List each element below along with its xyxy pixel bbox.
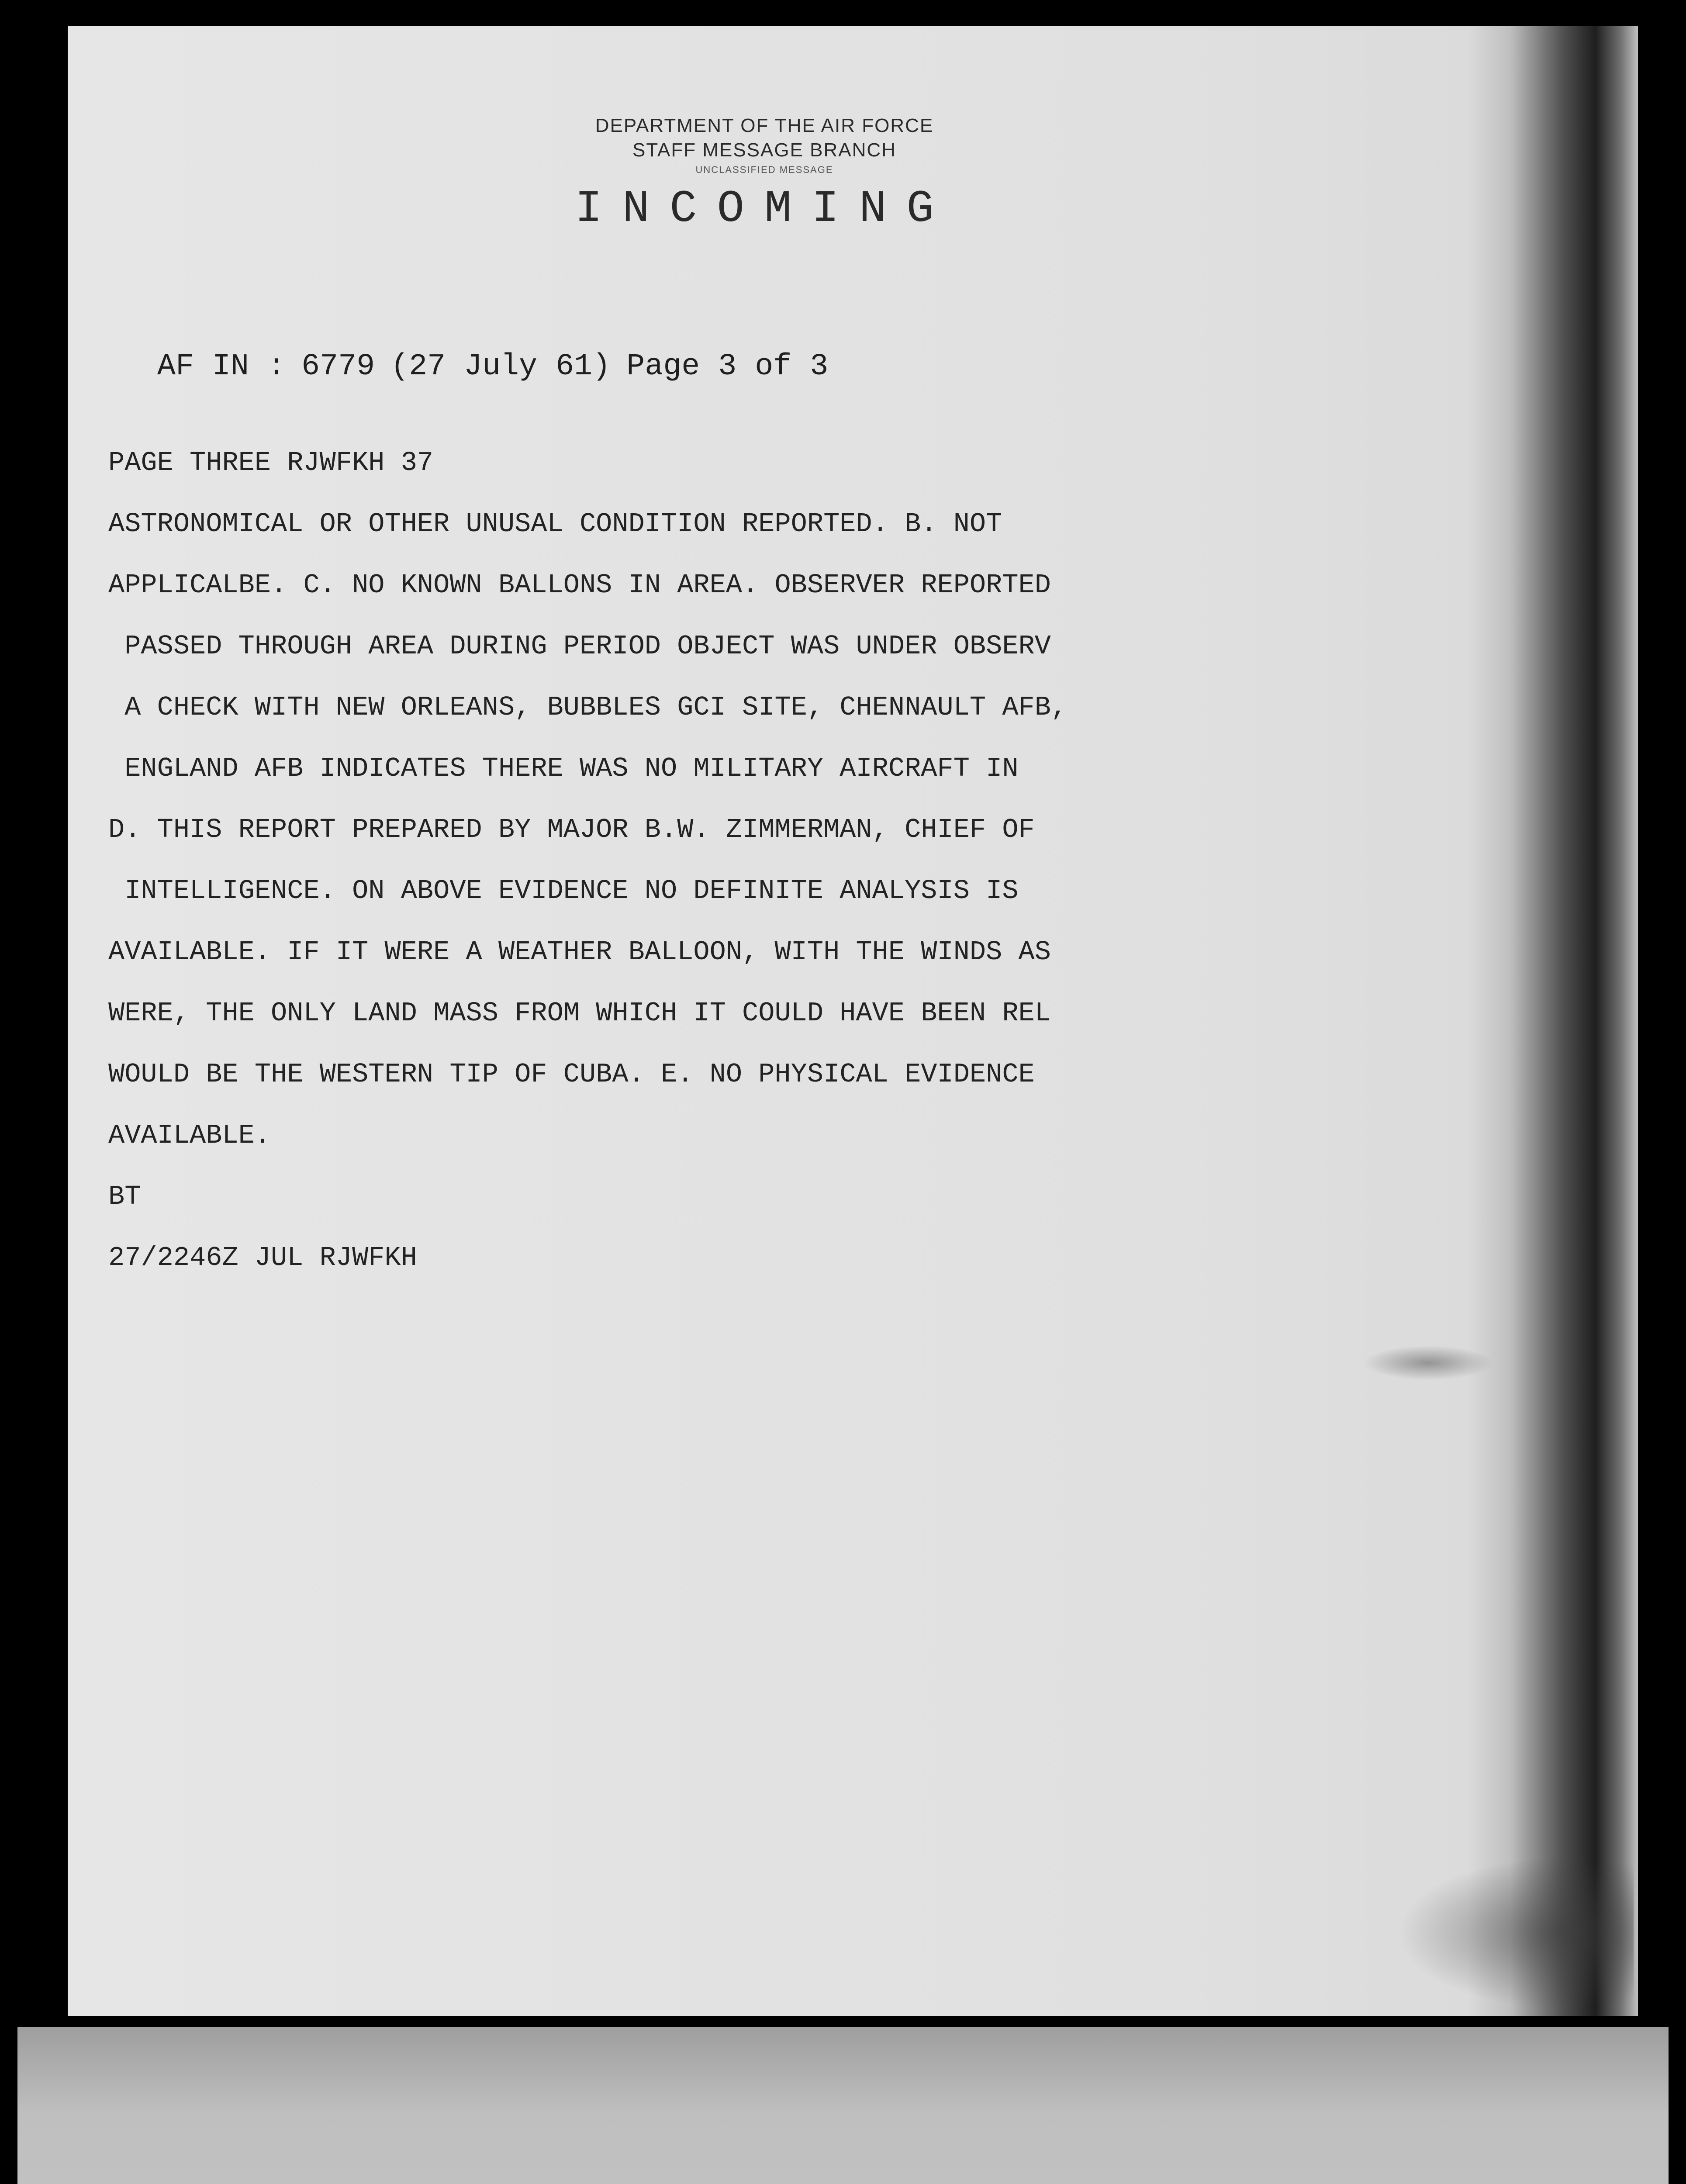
- department-name: DEPARTMENT OF THE AIR FORCE: [595, 115, 934, 136]
- body-line: WOULD BE THE WESTERN TIP OF CUBA. E. NO PHYSICAL EVIDENCE: [108, 1059, 1035, 1090]
- ref-date: (27 July 61): [390, 349, 611, 384]
- scan-smudge: [1363, 1345, 1494, 1380]
- branch-name: STAFF MESSAGE BRANCH: [632, 139, 896, 161]
- body-line: AVAILABLE.: [108, 1120, 271, 1151]
- classification-label: UNCLASSIFIED MESSAGE: [695, 164, 833, 175]
- body-line: A CHECK WITH NEW ORLEANS, BUBBLES GCI SITE, CHENNAULT AFB,: [108, 692, 1068, 723]
- ref-number: 6779: [301, 349, 375, 384]
- ref-page: Page 3 of 3: [626, 349, 829, 384]
- reference-line: [157, 349, 844, 384]
- body-line: AVAILABLE. IF IT WERE A WEATHER BALLOON, WITH THE WINDS AS: [108, 936, 1051, 968]
- message-header: [568, 114, 961, 238]
- body-line: INTELLIGENCE. ON ABOVE EVIDENCE NO DEFINITE ANALYSIS IS: [108, 875, 1019, 906]
- body-line: ASTRONOMICAL OR OTHER UNUSAL CONDITION REPORTED. B. NOT: [108, 508, 1002, 539]
- body-line: BT: [108, 1181, 141, 1212]
- body-line: ENGLAND AFB INDICATES THERE WAS NO MILITARY AIRCRAFT IN: [108, 753, 1019, 784]
- body-line: APPLICALBE. C. NO KNOWN BALLONS IN AREA. OBSERVER REPORTED: [108, 570, 1051, 601]
- ref-prefix: AF IN :: [157, 349, 286, 384]
- body-line: WERE, THE ONLY LAND MASS FROM WHICH IT COULD HAVE BEEN REL: [108, 998, 1051, 1029]
- scan-shadow-strip: [1468, 26, 1638, 2016]
- message-body: [108, 432, 1441, 1289]
- body-line: D. THIS REPORT PREPARED BY MAJOR B.W. ZIMMERMAN, CHIEF OF: [108, 814, 1035, 845]
- body-line: PASSED THROUGH AREA DURING PERIOD OBJECT WAS UNDER OBSERV: [108, 631, 1051, 662]
- message-direction: INCOMING: [575, 183, 954, 235]
- background-surface: [17, 2027, 1669, 2184]
- body-line: PAGE THREE RJWFKH 37: [108, 447, 434, 478]
- scan-smudge-bottom: [1398, 1856, 1634, 2009]
- body-line: 27/2246Z JUL RJWFKH: [108, 1242, 417, 1273]
